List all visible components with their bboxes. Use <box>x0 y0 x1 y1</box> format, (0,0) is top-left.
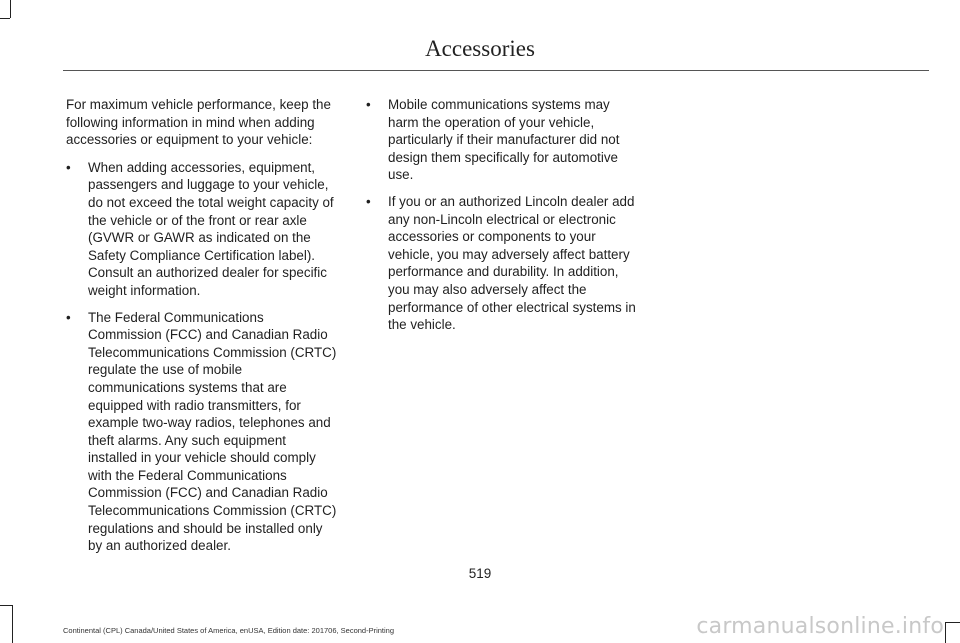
page-number: 519 <box>468 566 492 581</box>
crop-mark-top-left-vertical <box>10 0 11 18</box>
section-title: Accessories <box>425 36 535 61</box>
header-divider <box>63 70 929 71</box>
list-item-text: When adding accessories, equipment, passengers and luggage to your vehicle, do not exceed the total weight capacity of the vehicle or of the front or rear axle (GVWR or GAWR as indicated on the Safety Compliance Certification label). Consult an authorized dealer for specific weight information. <box>88 159 334 298</box>
crop-mark-top-left-horizontal <box>0 18 10 19</box>
footer-edition-info: Continental (CPL) Canada/United States of America, enUSA, Edition date: 201706, Second-Printing <box>63 626 395 635</box>
list-item-text: Mobile communications systems may harm the operation of your vehicle, particularly if their manufacturer did not design them specifically for automotive use. <box>388 97 620 183</box>
list-item <box>366 96 636 184</box>
list-item-text: If you or an authorized Lincoln dealer add any non-Lincoln electrical or electronic accessories or components to your vehicle, you may adversely affect battery performance and durability. In addition, you may also adversely affect the performance of other electrical systems in the vehicle. <box>388 193 636 333</box>
right-column <box>366 96 636 343</box>
left-bullet-list <box>66 159 338 555</box>
right-bullet-list <box>366 96 636 334</box>
bullet-point: • <box>66 309 71 325</box>
list-item <box>66 159 338 300</box>
crop-mark-bottom-left-horizontal <box>0 605 12 606</box>
crop-mark-bottom-left-vertical <box>12 605 13 643</box>
watermark: carmanualsonline.info <box>696 614 944 639</box>
bullet-point: • <box>366 97 371 112</box>
left-column <box>66 96 338 564</box>
intro-paragraph: For maximum vehicle performance, keep the following information in mind when adding accessories or equipment to your vehicle: <box>66 97 331 148</box>
list-item-text: The Federal Communications Commission (FCC) and Canadian Radio Telecommunications Commission (CRTC) regulate the use of mobile communications systems that are equipped with radio transmitters, for example two-way radios, telephones and theft alarms. Any such equipment installed in your vehicle should comply with the Federal Communications Commission (FCC) and Canadian Radio Telecommunications Commission (CRTC) regulations and should be installed only by an authorized dealer. <box>88 309 337 554</box>
bullet-point: • <box>66 159 71 175</box>
list-item <box>366 193 636 334</box>
list-item <box>66 309 338 555</box>
bullet-point: • <box>366 193 371 209</box>
crop-mark-bottom-right-horizontal <box>945 622 960 623</box>
crop-mark-bottom-right-vertical <box>945 622 946 643</box>
